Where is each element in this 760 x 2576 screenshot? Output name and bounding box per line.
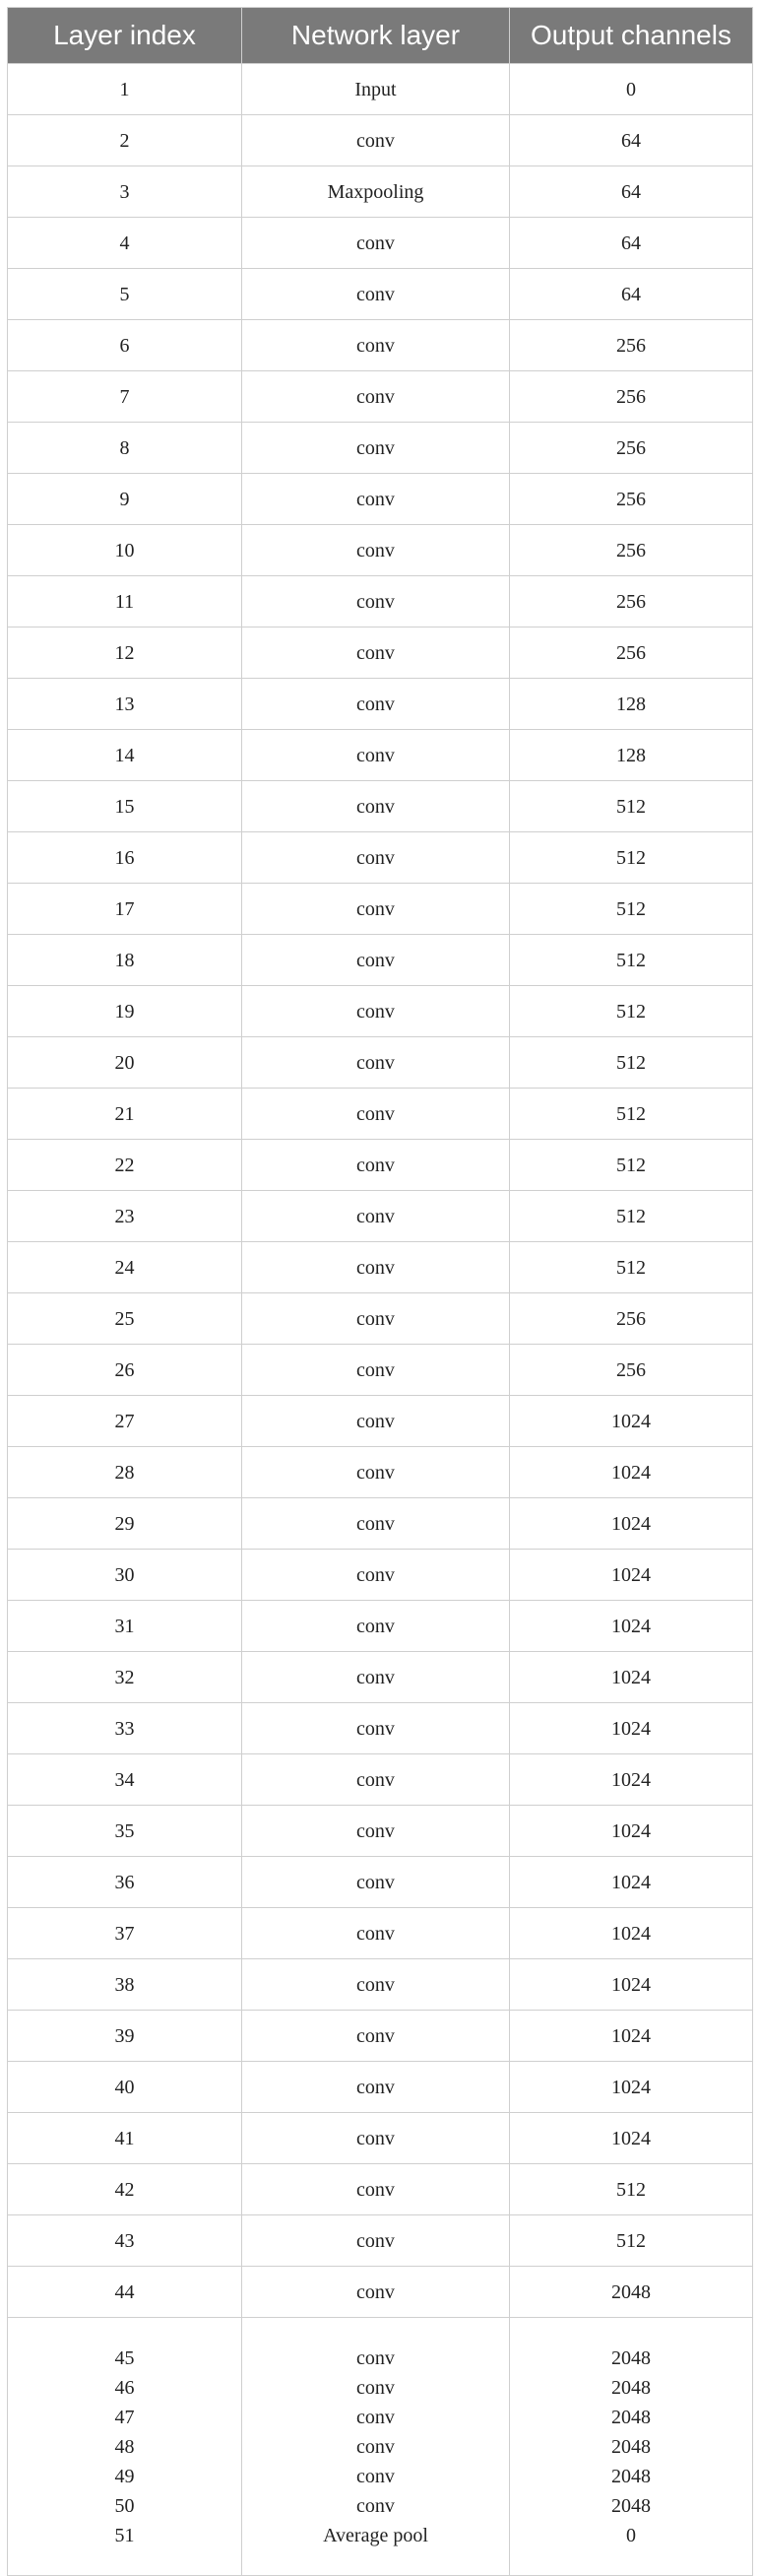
network-layer-cell: conv bbox=[242, 2062, 510, 2113]
network-layer-cell: conv bbox=[242, 1959, 510, 2011]
layer-index-value: 51 bbox=[114, 2524, 135, 2546]
network-layer-value: conv bbox=[356, 2494, 395, 2517]
table-row bbox=[8, 1550, 753, 1601]
layer-index-cell: 25 bbox=[8, 1293, 242, 1345]
layer-index-cell: 9 bbox=[8, 474, 242, 525]
network-layer-cell: conv bbox=[242, 1037, 510, 1089]
output-channels-cell: 1024 bbox=[510, 2113, 753, 2164]
layer-index-cell: 7 bbox=[8, 371, 242, 423]
network-layer-value: conv bbox=[356, 2376, 395, 2399]
table-container bbox=[7, 0, 752, 2576]
output-channels-value: 2048 bbox=[611, 2435, 651, 2458]
output-channels-cell: 256 bbox=[510, 1293, 753, 1345]
network-layer-cell: conv bbox=[242, 1806, 510, 1857]
network-layer-cell: conv bbox=[242, 371, 510, 423]
table-row bbox=[8, 884, 753, 935]
output-channels-cell: 1024 bbox=[510, 1396, 753, 1447]
network-layer-cell: conv bbox=[242, 1396, 510, 1447]
output-channels-value: 2048 bbox=[611, 2406, 651, 2428]
network-layer-cell: conv bbox=[242, 1601, 510, 1652]
network-layer-cell: conv bbox=[242, 2215, 510, 2267]
layer-index-cell: 27 bbox=[8, 1396, 242, 1447]
layer-index-cell: 38 bbox=[8, 1959, 242, 2011]
output-channels-value: 2048 bbox=[611, 2465, 651, 2487]
table-row bbox=[8, 1703, 753, 1754]
table-row bbox=[8, 1908, 753, 1959]
output-channels-cell: 512 bbox=[510, 1191, 753, 1242]
output-channels-cell: 512 bbox=[510, 2164, 753, 2215]
output-channels-value: 0 bbox=[626, 2524, 636, 2546]
layer-index-cell: 2 bbox=[8, 115, 242, 166]
output-channels-cell: 256 bbox=[510, 320, 753, 371]
header-row bbox=[8, 8, 753, 64]
output-channels-cell: 256 bbox=[510, 525, 753, 576]
layer-index-cell: 29 bbox=[8, 1498, 242, 1550]
layer-index-cell: 16 bbox=[8, 832, 242, 884]
table-row bbox=[8, 1498, 753, 1550]
table-row bbox=[8, 1293, 753, 1345]
output-channels-cell: 512 bbox=[510, 1037, 753, 1089]
output-channels-cell: 256 bbox=[510, 423, 753, 474]
table-row bbox=[8, 218, 753, 269]
layer-index-cell: 31 bbox=[8, 1601, 242, 1652]
network-layer-cell: conv bbox=[242, 1857, 510, 1908]
output-channels-cell: 512 bbox=[510, 1140, 753, 1191]
output-channels-cell: 512 bbox=[510, 781, 753, 832]
output-channels-cell: 2048 bbox=[510, 2267, 753, 2318]
output-channels-cell: 64 bbox=[510, 269, 753, 320]
layer-index-cell: 11 bbox=[8, 576, 242, 627]
table-row bbox=[8, 1959, 753, 2011]
packed-layer-index-list bbox=[8, 2344, 241, 2550]
network-layer-cell: conv bbox=[242, 1652, 510, 1703]
packed-output-channels-list bbox=[510, 2344, 752, 2550]
network-layer-cell: conv bbox=[242, 1498, 510, 1550]
table-row bbox=[8, 1806, 753, 1857]
table-row bbox=[8, 115, 753, 166]
network-layer-cell: conv bbox=[242, 1089, 510, 1140]
packed-network-layer-cell bbox=[242, 2318, 510, 2576]
network-layer-cell: conv bbox=[242, 884, 510, 935]
network-layer-cell: conv bbox=[242, 320, 510, 371]
layer-index-cell: 12 bbox=[8, 627, 242, 679]
network-layer-cell: conv bbox=[242, 1447, 510, 1498]
network-layer-cell: conv bbox=[242, 1191, 510, 1242]
table-row bbox=[8, 627, 753, 679]
layer-index-cell: 15 bbox=[8, 781, 242, 832]
layer-index-cell: 18 bbox=[8, 935, 242, 986]
network-layer-cell: conv bbox=[242, 423, 510, 474]
layer-index-cell: 24 bbox=[8, 1242, 242, 1293]
layer-index-cell: 3 bbox=[8, 166, 242, 218]
network-layer-cell: conv bbox=[242, 679, 510, 730]
table-row bbox=[8, 1140, 753, 1191]
network-layer-cell: Input bbox=[242, 64, 510, 115]
layer-index-value: 45 bbox=[114, 2346, 135, 2369]
table-row bbox=[8, 166, 753, 218]
output-channels-cell: 1024 bbox=[510, 1857, 753, 1908]
network-layer-cell: conv bbox=[242, 2164, 510, 2215]
output-channels-cell: 512 bbox=[510, 1089, 753, 1140]
network-layer-value: conv bbox=[356, 2435, 395, 2458]
table-row bbox=[8, 1037, 753, 1089]
table-row bbox=[8, 64, 753, 115]
output-channels-cell: 128 bbox=[510, 679, 753, 730]
output-channels-cell: 0 bbox=[510, 64, 753, 115]
table-row bbox=[8, 1345, 753, 1396]
table-header bbox=[8, 8, 753, 64]
table-row bbox=[8, 2062, 753, 2113]
table-row bbox=[8, 935, 753, 986]
network-layer-cell: conv bbox=[242, 1140, 510, 1191]
output-channels-cell: 512 bbox=[510, 935, 753, 986]
layer-index-value: 47 bbox=[114, 2406, 135, 2428]
layer-index-cell: 32 bbox=[8, 1652, 242, 1703]
network-layer-cell: conv bbox=[242, 218, 510, 269]
output-channels-cell: 1024 bbox=[510, 2062, 753, 2113]
network-layer-cell: conv bbox=[242, 576, 510, 627]
network-layer-cell: conv bbox=[242, 1703, 510, 1754]
output-channels-cell: 64 bbox=[510, 166, 753, 218]
layer-index-cell: 36 bbox=[8, 1857, 242, 1908]
layer-index-cell: 30 bbox=[8, 1550, 242, 1601]
layer-index-cell: 42 bbox=[8, 2164, 242, 2215]
layer-index-cell: 8 bbox=[8, 423, 242, 474]
output-channels-cell: 512 bbox=[510, 1242, 753, 1293]
layer-index-value: 49 bbox=[114, 2465, 135, 2487]
layer-index-cell: 35 bbox=[8, 1806, 242, 1857]
layer-index-cell: 44 bbox=[8, 2267, 242, 2318]
table-row bbox=[8, 1191, 753, 1242]
network-layer-cell: conv bbox=[242, 474, 510, 525]
network-layer-cell: conv bbox=[242, 986, 510, 1037]
output-channels-cell: 256 bbox=[510, 627, 753, 679]
table-row bbox=[8, 2011, 753, 2062]
output-channels-cell: 1024 bbox=[510, 1498, 753, 1550]
output-channels-cell: 256 bbox=[510, 474, 753, 525]
table-row bbox=[8, 1242, 753, 1293]
output-channels-value: 2048 bbox=[611, 2494, 651, 2517]
table-row-packed bbox=[8, 2318, 753, 2576]
network-layer-cell: conv bbox=[242, 115, 510, 166]
table-row bbox=[8, 1089, 753, 1140]
network-layer-cell: conv bbox=[242, 1908, 510, 1959]
table-row bbox=[8, 781, 753, 832]
output-channels-cell: 1024 bbox=[510, 1703, 753, 1754]
output-channels-cell: 64 bbox=[510, 115, 753, 166]
table-row bbox=[8, 474, 753, 525]
table-row bbox=[8, 371, 753, 423]
layer-index-cell: 28 bbox=[8, 1447, 242, 1498]
network-layer-cell: conv bbox=[242, 781, 510, 832]
output-channels-cell: 512 bbox=[510, 884, 753, 935]
table-row bbox=[8, 269, 753, 320]
network-layer-cell: conv bbox=[242, 627, 510, 679]
network-layer-cell: Maxpooling bbox=[242, 166, 510, 218]
layer-index-cell: 23 bbox=[8, 1191, 242, 1242]
layer-index-cell: 40 bbox=[8, 2062, 242, 2113]
output-channels-cell: 1024 bbox=[510, 1908, 753, 1959]
output-channels-cell: 1024 bbox=[510, 1601, 753, 1652]
network-layer-cell: conv bbox=[242, 2011, 510, 2062]
layer-index-cell: 13 bbox=[8, 679, 242, 730]
table-row bbox=[8, 986, 753, 1037]
output-channels-cell: 1024 bbox=[510, 1806, 753, 1857]
table-row bbox=[8, 1396, 753, 1447]
network-layer-value: conv bbox=[356, 2346, 395, 2369]
network-layer-cell: conv bbox=[242, 1242, 510, 1293]
output-channels-cell: 512 bbox=[510, 2215, 753, 2267]
network-layer-value: conv bbox=[356, 2465, 395, 2487]
layer-index-cell: 41 bbox=[8, 2113, 242, 2164]
layer-index-cell: 34 bbox=[8, 1754, 242, 1806]
table-row bbox=[8, 1652, 753, 1703]
packed-network-layer-list bbox=[242, 2344, 509, 2550]
table-row bbox=[8, 423, 753, 474]
layer-index-cell: 22 bbox=[8, 1140, 242, 1191]
network-layers-table bbox=[7, 7, 753, 2576]
table-row bbox=[8, 1857, 753, 1908]
layer-index-cell: 5 bbox=[8, 269, 242, 320]
output-channels-value: 2048 bbox=[611, 2376, 651, 2399]
network-layer-cell: conv bbox=[242, 2267, 510, 2318]
output-channels-cell: 1024 bbox=[510, 1652, 753, 1703]
network-layer-cell: conv bbox=[242, 1754, 510, 1806]
network-layer-cell: conv bbox=[242, 832, 510, 884]
layer-index-cell: 43 bbox=[8, 2215, 242, 2267]
table-row bbox=[8, 679, 753, 730]
header-network-layer: Network layer bbox=[242, 8, 510, 64]
table-body bbox=[8, 64, 753, 2576]
layer-index-cell: 14 bbox=[8, 730, 242, 781]
table-row bbox=[8, 1447, 753, 1498]
output-channels-cell: 1024 bbox=[510, 1550, 753, 1601]
network-layer-cell: conv bbox=[242, 730, 510, 781]
output-channels-cell: 512 bbox=[510, 986, 753, 1037]
output-channels-cell: 256 bbox=[510, 576, 753, 627]
network-layer-cell: conv bbox=[242, 269, 510, 320]
output-channels-cell: 1024 bbox=[510, 1447, 753, 1498]
table-row bbox=[8, 320, 753, 371]
header-layer-index: Layer index bbox=[8, 8, 242, 64]
table-row bbox=[8, 1601, 753, 1652]
layer-index-cell: 19 bbox=[8, 986, 242, 1037]
layer-index-cell: 37 bbox=[8, 1908, 242, 1959]
layer-index-cell: 6 bbox=[8, 320, 242, 371]
network-layer-cell: conv bbox=[242, 525, 510, 576]
network-layer-cell: conv bbox=[242, 1550, 510, 1601]
table-row bbox=[8, 2267, 753, 2318]
layer-index-cell: 10 bbox=[8, 525, 242, 576]
output-channels-value: 2048 bbox=[611, 2346, 651, 2369]
layer-index-cell: 39 bbox=[8, 2011, 242, 2062]
output-channels-cell: 64 bbox=[510, 218, 753, 269]
network-layer-cell: conv bbox=[242, 2113, 510, 2164]
layer-index-cell: 1 bbox=[8, 64, 242, 115]
header-output-channels: Output channels bbox=[510, 8, 753, 64]
table-row bbox=[8, 730, 753, 781]
output-channels-cell: 512 bbox=[510, 832, 753, 884]
packed-layer-index-cell bbox=[8, 2318, 242, 2576]
layer-index-value: 48 bbox=[114, 2435, 135, 2458]
layer-index-value: 46 bbox=[114, 2376, 135, 2399]
table-row bbox=[8, 2215, 753, 2267]
table-row bbox=[8, 1754, 753, 1806]
network-layer-cell: conv bbox=[242, 935, 510, 986]
table-row bbox=[8, 525, 753, 576]
table-row bbox=[8, 2113, 753, 2164]
layer-index-cell: 21 bbox=[8, 1089, 242, 1140]
layer-index-cell: 26 bbox=[8, 1345, 242, 1396]
output-channels-cell: 1024 bbox=[510, 1754, 753, 1806]
output-channels-cell: 256 bbox=[510, 371, 753, 423]
layer-index-cell: 20 bbox=[8, 1037, 242, 1089]
output-channels-cell: 1024 bbox=[510, 1959, 753, 2011]
layer-index-cell: 17 bbox=[8, 884, 242, 935]
network-layer-cell: conv bbox=[242, 1293, 510, 1345]
table-row bbox=[8, 576, 753, 627]
output-channels-cell: 1024 bbox=[510, 2011, 753, 2062]
table-row bbox=[8, 2164, 753, 2215]
output-channels-cell: 128 bbox=[510, 730, 753, 781]
network-layer-value: Average pool bbox=[323, 2524, 428, 2546]
output-channels-cell: 256 bbox=[510, 1345, 753, 1396]
layer-index-value: 50 bbox=[114, 2494, 135, 2517]
layer-index-cell: 33 bbox=[8, 1703, 242, 1754]
network-layer-cell: conv bbox=[242, 1345, 510, 1396]
layer-index-cell: 4 bbox=[8, 218, 242, 269]
packed-output-channels-cell bbox=[510, 2318, 753, 2576]
network-layer-value: conv bbox=[356, 2406, 395, 2428]
table-row bbox=[8, 832, 753, 884]
